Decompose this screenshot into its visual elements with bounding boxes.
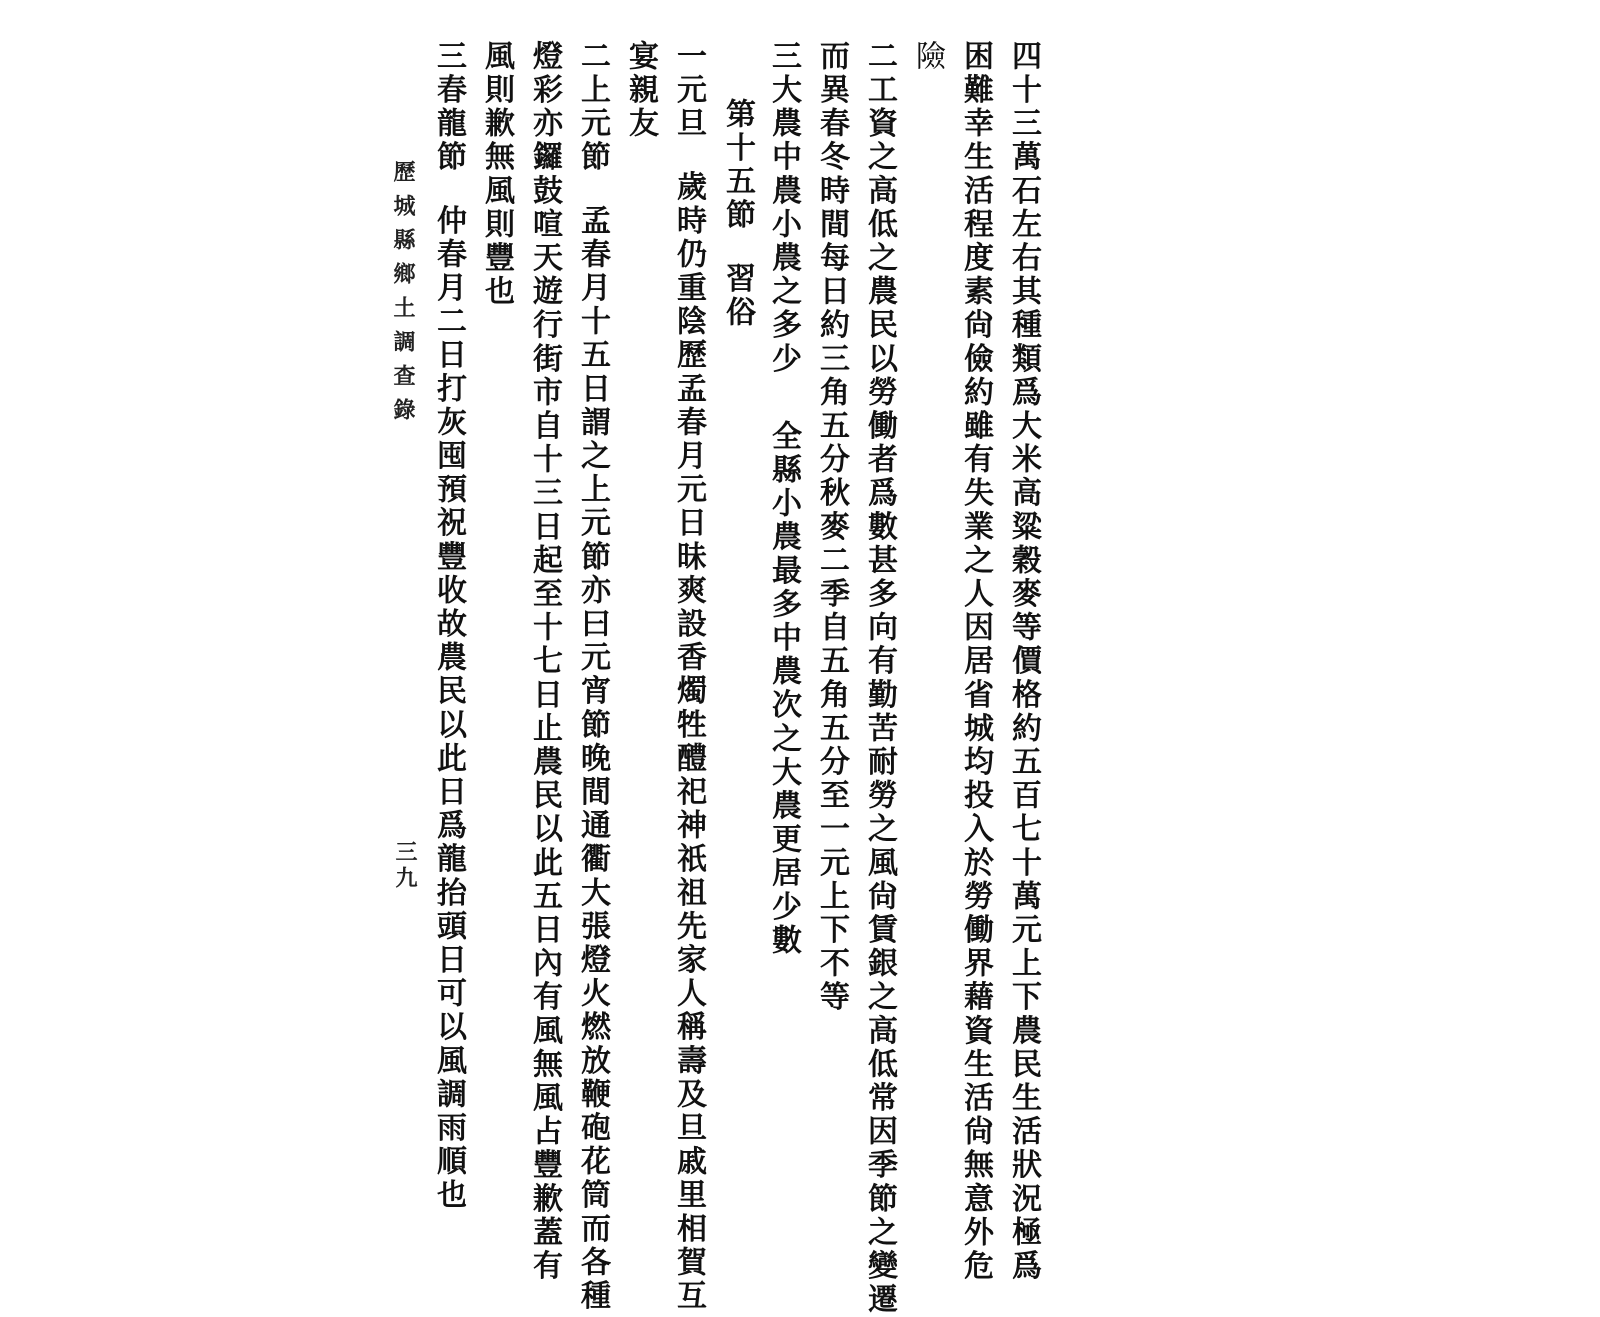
- section-title: 第十五節: [720, 98, 755, 233]
- custom-1-line-2: [623, 40, 658, 141]
- custom-3-line-1: [431, 40, 466, 1213]
- text-line-2: [958, 40, 993, 1284]
- running-title: [388, 160, 419, 432]
- text-line-3: [910, 40, 945, 74]
- custom-2-line-2-content: 燈彩亦鑼鼓喧天遊行街市自十三日起至十七日止農民以此五日內有風無風占豐歉蓋有: [527, 40, 562, 1284]
- section-heading: [720, 98, 755, 330]
- text-line-1-content: 四十三萬石左右其種類爲大米高粱穀麥等價格約五百七十萬元上下農民生活狀況極爲: [1006, 40, 1041, 1284]
- section-name: 習俗: [720, 262, 755, 330]
- item-3-number: 三: [766, 40, 801, 74]
- custom-2-line-2: [527, 40, 562, 1284]
- custom-3-heading: 春龍節: [431, 73, 466, 175]
- custom-2-heading: 上元節: [575, 73, 610, 175]
- running-title-text: 歷城縣鄉土調查錄: [390, 160, 416, 432]
- custom-2-line-1: [575, 40, 610, 1314]
- page-number: [390, 840, 421, 892]
- item-3-line: [766, 40, 801, 958]
- custom-1-line-1-content: 歲時仍重陰歷孟春月元日昧爽設香燭牲醴祀神祇祖先家人稱壽及旦戚里相賀互: [671, 170, 706, 1314]
- text-line-3-content: 險: [910, 40, 945, 74]
- item-2-line-2: [814, 40, 849, 1015]
- item-2-line-1: [862, 40, 897, 1317]
- custom-2-number: 二: [575, 40, 610, 74]
- custom-2-line-3: [479, 40, 514, 309]
- custom-2-line-3-content: 風則歉無風則豐也: [479, 40, 514, 309]
- custom-1-line-1: [671, 40, 706, 1314]
- custom-1-heading: 元旦: [671, 73, 706, 141]
- text-line-2-content: 困難幸生活程度素尙儉約雖有失業之人因居省城均投入於勞働界藉資生活尙無意外危: [958, 40, 993, 1284]
- custom-1-number: 一: [671, 40, 706, 74]
- custom-1-line-2-content: 宴親友: [623, 40, 658, 141]
- item-2-number: 二: [862, 40, 897, 74]
- custom-2-line-1-content: 孟春月十五日謂之上元節亦曰元宵節晚間通衢大張燈火燃放鞭砲花筒而各種: [575, 204, 610, 1314]
- item-3-heading: 大農中農小農之多少: [766, 73, 801, 377]
- page-number-text: 三九: [392, 840, 418, 892]
- custom-3-number: 三: [431, 40, 466, 74]
- text-line-1: [1006, 40, 1041, 1284]
- item-2-line-1-content: 工資之高低之農民以勞働者爲數甚多向有勤苦耐勞之風尙賃銀之高低常因季節之變遷: [862, 73, 897, 1317]
- item-2-line-2-content: 而異春冬時間每日約三角五分秋麥二季自五角五分至一元上下不等: [814, 40, 849, 1015]
- item-3-content: 全縣小農最多中農次之大農更居少數: [766, 420, 801, 958]
- custom-3-line-1-content: 仲春月二日打灰囤預祝豐收故農民以此日爲龍抬頭日可以風調雨順也: [431, 204, 466, 1213]
